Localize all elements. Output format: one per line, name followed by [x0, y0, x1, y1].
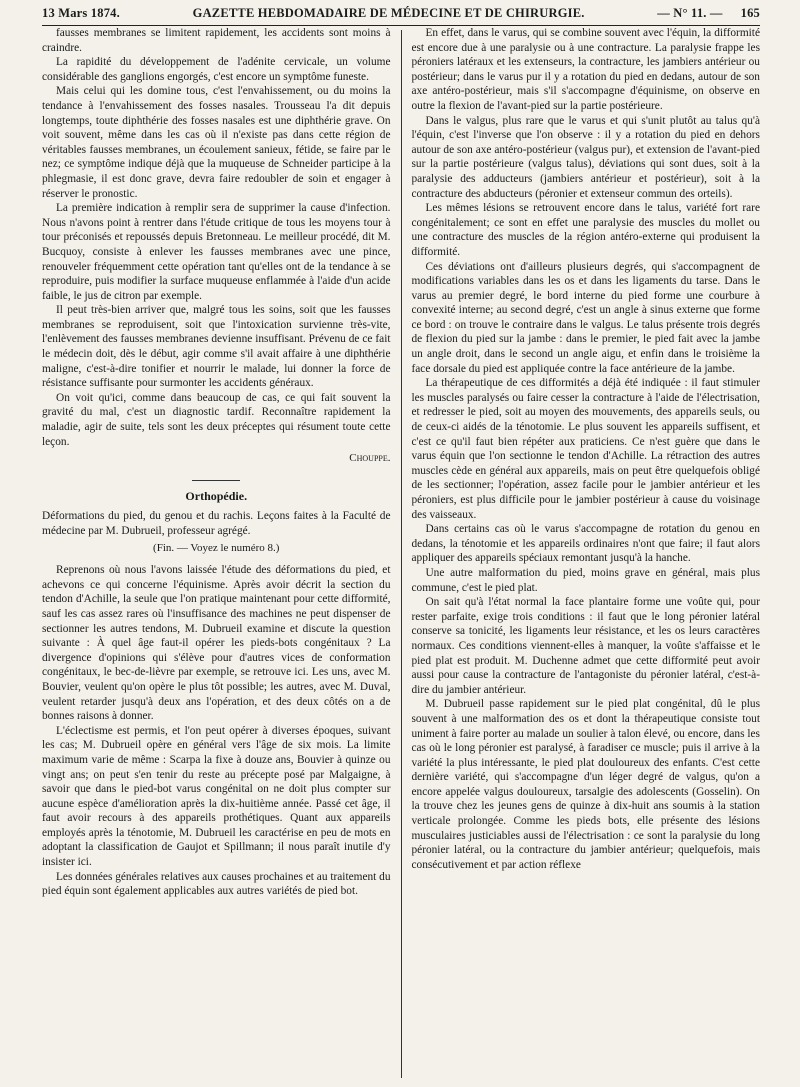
paragraph: fausses membranes se limitent rapidement, les accidents sont moins à craindre. [42, 27, 391, 54]
paragraph: La rapidité du développement de l'adénite cervicale, un volume considérable des ganglions engorgés, c'est encore un symptôme funeste. [42, 56, 391, 83]
header-number: — N° 11. — [657, 6, 723, 20]
page-header [42, 0, 760, 26]
section-divider [192, 480, 240, 481]
paragraph: Reprenons où nous l'avons laissée l'étude des déformations du pied, et achevons ce qui concerne l'équinisme. Après avoir décrit la section du tendon d'Achille, la seule que l'on pratique maintenant pour cette difformité, sauf les cas assez rares où l'insuffisance des machines ne peut dispenser de sectionner les autres tendons, M. Dubrueil examine et discute la question suivante : À quel âge faut-il opérer les pieds-bots congénitaux ? La divergence d'opinions qui s'élève pour d'autres vices de conformation congénitaux, le bec-de-lièvre par exemple, se retrouve ici. Les uns, avec M. Bouvier, veulent qu'on opère le plus tôt possible; les autres, avec M. Duval, veulent retarder jusqu'à deux ans l'opération, et des deux côtés on a de bonnes raisons à donner. [42, 564, 391, 723]
paragraph: Dans le valgus, plus rare que le varus et qui s'unit plutôt au talus qu'à l'équin, c'est l'inverse que l'on observe : il y a rotation du pied en dehors autour de son axe antéro-postérieur (valgus pur), et extension de l'avant-pied sur la partie postérieure (valgus talus), déviations qui sont dues, soit à la paralysie des adducteurs (jambiers antérieur et postérieur), soit à la contracture des abducteurs (péronier et extenseur commun des orteils). [411, 114, 760, 200]
right-column [411, 26, 760, 1078]
paragraph: L'éclectisme est permis, et l'on peut opérer à diverses époques, suivant les cas; M. Dubrueil opère en général vers l'âge de six mois. La limite maximum varie de même : Scarpa la fixe à douze ans, Bouvier à quinze ou vingt ans; on peut s'en tenir du reste au précepte posé par Malgaigne, à savoir que dans le pied-bot varus congénital on ne doit plus compter sur aucune espèce d'amélioration après la dix-huitième année. Passé cet âge, il faut avoir recours à des appareils prothétiques. Quant aux appareils employés après la ténotomie, M. Dubrueil les caractérise en peu de mots en adoptant la classification de Gaujot et Spillmann; il nous paraît inutile d'y insister ici. [42, 724, 391, 869]
paragraph: Les données générales relatives aux causes prochaines et au traitement du pied équin sont également applicables aux autres variétés de pied bot. [42, 870, 391, 898]
paragraph: M. Dubrueil passe rapidement sur le pied plat congénital, dû le plus souvent à une malformation des os et dont la thérapeutique consiste tout uniment à faire porter au malade un soulier à talon élevé, ou encore, dans les cas où le long péronier est paralysé, à faradiser ce muscle; puis il arrive à la variété la plus intéressante, le pied plat douloureux des enfants. C'est cette dernière variété, qui s'accompagne d'un léger degré de valgus, qu'on a encore appelée valgus douloureux, tarsalgie des adolescents (Gosselin). On la trouve chez les jeunes gens de quinze à dix-huit ans soumis à la station verticale prolongée. Comme les pieds bots, elle présente des lésions musculaires justiciables aussi de l'électrisation : ce sont la paralysie du long péronier latéral, ou la contracture du jambier antérieur; quelquefois, mais consécutivement et par action réflexe [411, 698, 760, 871]
paragraph: En effet, dans le varus, qui se combine souvent avec l'équin, la difformité est encore due à une paralysie ou à une contracture. La paralysie frappe les péroniers latéraux et les extenseurs, la contracture, les jambiers antérieur ou postérieur; dans le varus pur il y a rotation du pied en dedans, autour de son axe antéro-postérieur, mais s'il s'accompagne d'équinisme, on observe en outre la flexion de l'avant-pied sur la partie postérieure. [411, 27, 760, 112]
paragraph: Les mêmes lésions se retrouvent encore dans le talus, variété fort rare congénitalement; ce sont en effet une paralysie des muscles du mollet ou une contracture des muscles de la région antéro-externe qui produisent la difformité. [411, 202, 760, 258]
paragraph: La première indication à remplir sera de supprimer la cause d'infection. Nous n'avons point à rentrer dans l'étude critique de tous les moyens tour à tour préconisés et repoussés depuis Bretonneau. Le meilleur procédé, dit M. Bucquoy, consiste à enlever les fausses membranes avec une pince, renouveler fréquemment cette opération tant qu'elles ont de la tendance à se reproduire, puis modifier la surface muqueuse enflammée à l'aide d'un acide faible, le jus de citron par exemple. [42, 202, 391, 302]
left-column [42, 26, 391, 1078]
paragraph: Une autre malformation du pied, moins grave en général, mais plus commune, c'est le pied plat. [411, 566, 760, 594]
paragraph: Dans certains cas où le varus s'accompagne de rotation du genou en dedans, la ténotomie et les appareils ordinaires n'ont que faire; il faut alors appliquer des appareils spéciaux remontant jusqu'à la hanche. [411, 523, 760, 565]
paragraph: On sait qu'à l'état normal la face plantaire forme une voûte qui, pour rester parfaite, exige trois conditions : il faut que le long péronier latéral conserve sa tonicité, les ligaments leur résistance, et les os leurs caractères normaux. Ces conditions viennent-elles à manquer, la voûte s'affaisse et le pied plat est produit. M. Duchenne admet que cette difformité peut avoir aussi pour cause la contracture de l'antagoniste du péronier latéral, c'est-à-dire du jambier antérieur. [411, 596, 760, 696]
paragraph: On voit qu'ici, comme dans beaucoup de cas, ce qui fait souvent la gravité du mal, c'est un diagnostic tardif. Reconnaître rapidement la maladie, agir de suite, tels sont les deux préceptes qui résument toute cette leçon. [42, 391, 391, 448]
header-date: 13 Mars 1874. [42, 6, 120, 20]
text-columns [42, 26, 760, 1078]
paragraph: Ces déviations ont d'ailleurs plusieurs degrés, qui s'accompagnent de modifications variables dans les os et dans les ligaments du tarse. Dans le varus au premier degré, le bord interne du pied forme une courbure à convexité interne; au second degré, c'est un angle à sinus externe que forme ce bord : on trouve le contraire dans le valgus. Le talus présente trois degrés de flexion du pied sur la jambe : dans le premier, le pied fait avec la jambe un angle droit, dans le second un angle aigu, et enfin dans le troisième la face dorsale du pied est appliquée contre la face antérieure de la jambe. [411, 260, 760, 375]
continuation-note: (Fin. — Voyez le numéro 8.) [153, 541, 280, 554]
paragraph: Mais celui qui les domine tous, c'est l'envahissement, ou du moins la tendance à l'envahissement des fosses nasales. Trousseau l'a dit depuis longtemps, toute diphthérie des fosses nasales est une diphthérie grave. On voit souvent, même dans les cas où il n'existe pas dans cette région de véritables fausses membranes, un écoulement sanieux, fétide, se faire par le nez; ce symptôme indique déjà que la muqueuse de Schneider participe à la phlegmasie, il est donc grave, devra faire redoubler de soin et engager à réserver le pronostic. [42, 85, 391, 200]
section-title: Orthopédie. [185, 488, 248, 503]
author-signature: Chouppe. [349, 452, 391, 465]
paragraph: Il peut très-bien arriver que, malgré tous les soins, soit que les fausses membranes se reproduisent, soit que l'intoxication survienne très-vite, l'enlèvement des fausses membranes devienne insuffisant. Prévenu de ce fait le médecin doit, dès le début, agir comme s'il avait affaire à une diphthérie maligne, c'est-à-dire tonifier et nourrir le malade, lui donner la force de résistance suffisante pour surmonter les accidents généraux. [42, 304, 391, 390]
header-right [657, 6, 760, 21]
header-page: 165 [740, 6, 760, 20]
header-title: GAZETTE HEBDOMADAIRE DE MÉDECINE ET DE CHIRURGIE. [192, 6, 585, 20]
column-rule [401, 30, 402, 1078]
article-heading: Déformations du pied, du genou et du rachis. Leçons faites à la Faculté de médecine par M. Dubrueil, professeur agrégé. [42, 510, 391, 537]
paragraph: La thérapeutique de ces difformités a déjà été indiquée : il faut stimuler les muscles paralysés ou faire cesser la contracture à l'aide de l'électrisation, et redresser le pied, soit au moyen des mouvements, des appareils seuls, ou de ceux-ci aidés de la ténotomie. Le plus souvent les appareils suffisent, et c'est ce qu'il faut bien répéter aux praticiens. Ce n'est guère que dans le varus équin que l'on sectionne le tendon d'Achille. La rétraction des autres muscles cède en général aux appareils, mais on peut être quelquefois obligé de les sectionner; l'opération, assez facile pour le jambier antérieur et les péroniers, est plus difficile pour le jambier postérieur à cause du voisinage des vaisseaux. [411, 377, 760, 521]
